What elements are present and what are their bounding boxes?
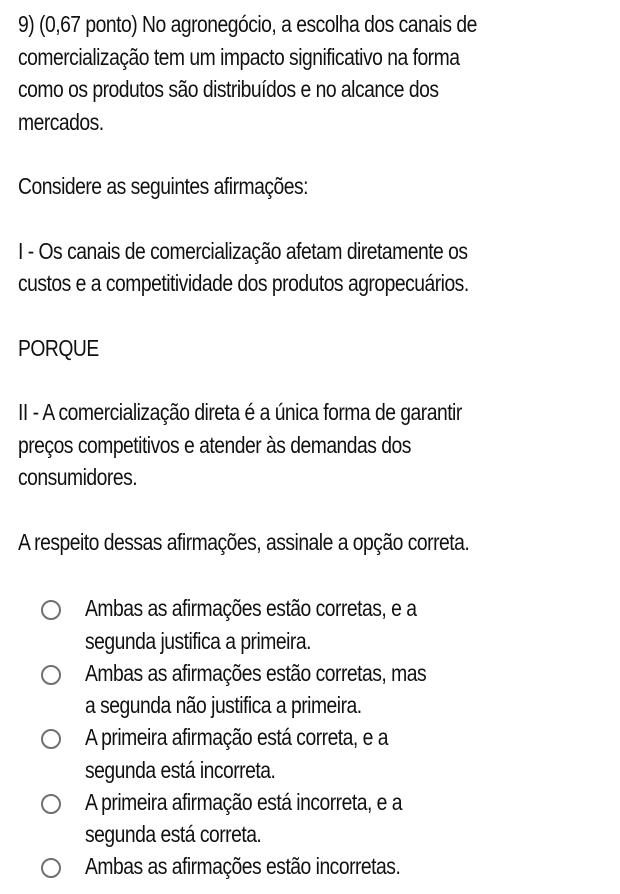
option-label[interactable]: Ambas as afirmações estão incorretas. <box>85 853 401 879</box>
statement-2: II - A comercialização direta é a única forma de garantir preços competitivos e atender às demandas dos consumidores. <box>18 399 462 490</box>
question-instruction: A respeito dessas afirmações, assinale a opção correta. <box>18 528 470 555</box>
option-label[interactable]: Ambas as afirmações estão corretas, mas a segunda não justifica a primeira. <box>85 659 427 718</box>
radio-button[interactable] <box>41 729 61 749</box>
answer-option[interactable] <box>18 592 608 657</box>
radio-button[interactable] <box>41 858 61 878</box>
question-intro: 9) (0,67 ponto) No agronegócio, a escolha dos canais de comercialização tem um impacto significativo na forma como os produtos são distribuídos e no alcance dos mercados. <box>18 11 477 135</box>
statement-1: I - Os canais de comercialização afetam diretamente os custos e a competitividade dos produtos agropecuários. <box>18 237 469 296</box>
answer-option[interactable] <box>18 721 608 786</box>
option-label[interactable]: A primeira afirmação está correta, e a segunda está incorreta. <box>85 724 388 783</box>
radio-button[interactable] <box>41 600 61 620</box>
question-consider: Considere as seguintes afirmações: <box>18 173 308 199</box>
question-block <box>18 8 608 879</box>
answer-option[interactable] <box>18 850 608 884</box>
radio-button[interactable] <box>41 665 61 685</box>
answer-options <box>18 592 608 884</box>
answer-option[interactable] <box>18 786 608 851</box>
answer-option[interactable] <box>18 657 608 722</box>
radio-button[interactable] <box>41 794 61 814</box>
porque-label: PORQUE <box>18 334 99 361</box>
option-label[interactable]: A primeira afirmação está incorreta, e a segunda está correta. <box>85 788 403 847</box>
option-label[interactable]: Ambas as afirmações estão corretas, e a segunda justifica a primeira. <box>85 595 417 654</box>
